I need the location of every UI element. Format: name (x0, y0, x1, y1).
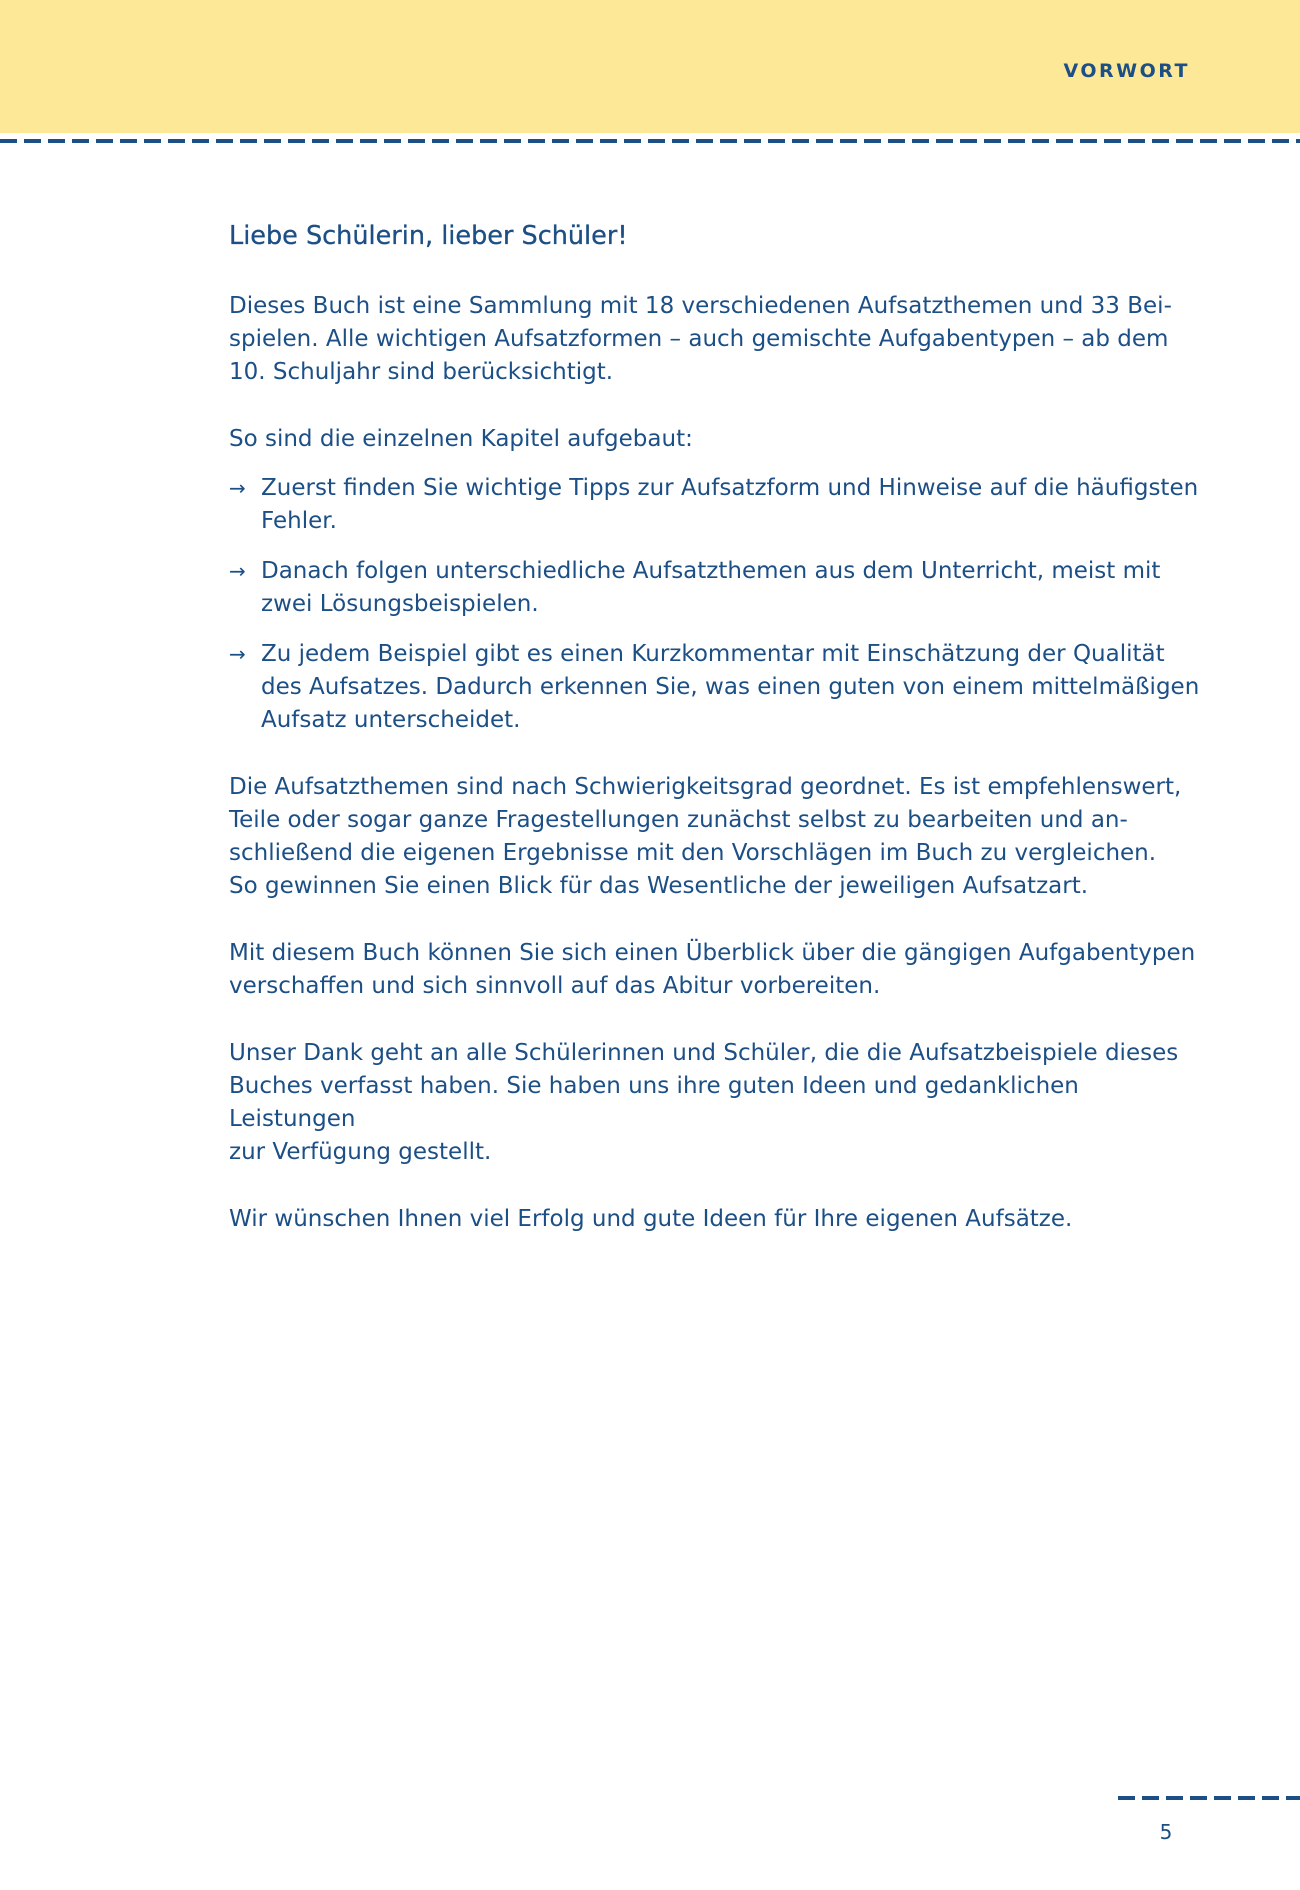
structure-intro: So sind die einzelnen Kapitel aufgebaut: (229, 426, 693, 452)
chapter-structure-list (229, 472, 1209, 737)
text-line: spielen. Alle wichtigen Aufsatzformen – auch gemischte Aufgabentypen – ab dem (229, 326, 1169, 352)
arrow-right-icon: → (229, 559, 246, 583)
section-title: VORWORT (1063, 60, 1190, 82)
text-line: So gewinnen Sie einen Blick für das Wesentliche der jeweiligen Aufsatzart. (229, 873, 1089, 899)
text-line: Unser Dank geht an alle Schülerinnen und Schüler, die die Aufsatzbeispiele dieses (229, 1040, 1179, 1066)
text-line: Dieses Buch ist eine Sammlung mit 18 verschiedenen Aufsatzthemen und 33 Bei- (229, 293, 1172, 319)
page-number: 5 (1159, 1820, 1173, 1844)
text-line: Mit diesem Buch können Sie sich einen Überblick über die gängigen Aufgabentypen (229, 940, 1196, 966)
overview-paragraph (229, 937, 1209, 1003)
text-line: 10. Schuljahr sind berücksichtigt. (229, 359, 614, 385)
text-line: Danach folgen unterschiedliche Aufsatzthemen aus dem Unterricht, meist mit (261, 558, 1161, 584)
greeting-heading: Liebe Schülerin, lieber Schüler! (229, 221, 628, 251)
text-line: Teile oder sogar ganze Fragestellungen zunächst selbst zu bearbeiten und an- (229, 807, 1128, 833)
text-line: Zu jedem Beispiel gibt es einen Kurzkommentar mit Einschätzung der Qualität (261, 641, 1165, 667)
footer-dashed-rule (1118, 1796, 1300, 1800)
text-line: des Aufsatzes. Dadurch erkennen Sie, was einen guten von einem mittelmäßigen (261, 674, 1200, 700)
text-line: verschaffen und sich sinnvoll auf das Abitur vorbereiten. (229, 973, 881, 999)
closing-paragraph: Wir wünschen Ihnen viel Erfolg und gute Ideen für Ihre eigenen Aufsätze. (229, 1206, 1073, 1232)
preface-body (229, 214, 1209, 1270)
intro-paragraph (229, 290, 1209, 389)
arrow-right-icon: → (229, 642, 246, 666)
header-dashed-rule (0, 139, 1300, 143)
text-line: Aufsatz unterscheidet. (261, 707, 521, 733)
thanks-paragraph (229, 1037, 1209, 1169)
header-band (0, 0, 1300, 133)
text-line: zwei Lösungsbeispielen. (261, 591, 539, 617)
text-line: Fehler. (261, 508, 337, 534)
text-line: schließend die eigenen Ergebnisse mit den Vorschlägen im Buch zu vergleichen. (229, 840, 1157, 866)
list-item (229, 472, 1209, 538)
list-item (229, 555, 1209, 621)
arrow-right-icon: → (229, 476, 246, 500)
text-line: Die Aufsatzthemen sind nach Schwierigkeitsgrad geordnet. Es ist empfehlenswert, (229, 774, 1182, 800)
text-line: zur Verfügung gestellt. (229, 1139, 492, 1165)
list-item (229, 638, 1209, 737)
text-line: Zuerst finden Sie wichtige Tipps zur Aufsatzform und Hinweise auf die häufigsten (261, 475, 1199, 501)
difficulty-paragraph (229, 771, 1209, 903)
text-line: Buches verfasst haben. Sie haben uns ihre guten Ideen und gedanklichen Leistungen (229, 1073, 1079, 1132)
